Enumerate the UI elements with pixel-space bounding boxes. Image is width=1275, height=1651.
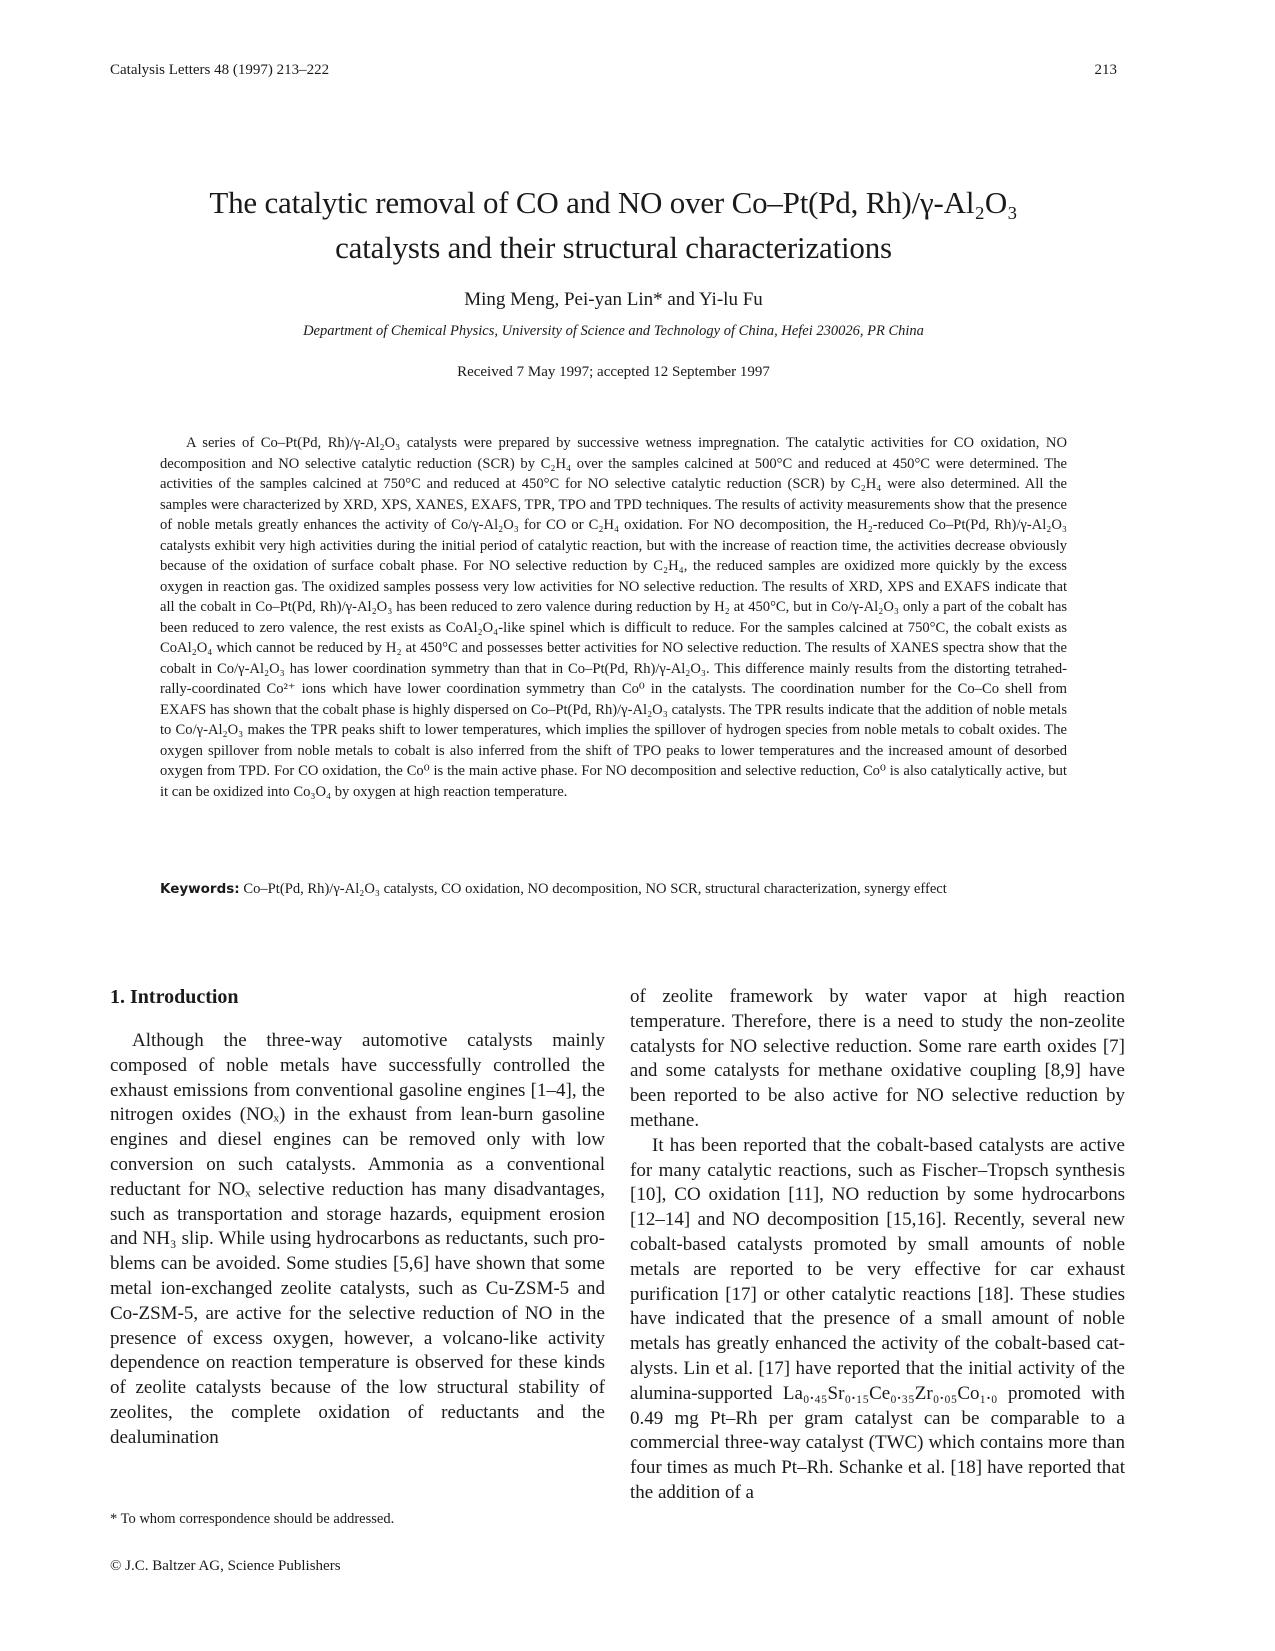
intro-paragraph-continued: of zeolite framework by water vapor at high reaction temperature. Therefore, there is a need to study the non-zeolite catalysts for NO selective reduction. Some rare earth oxides [7] and some catalysts for methane oxidative coupling [8,9] have been reported to be also active for NO selective reduction by methane. [630, 986, 1125, 1131]
page-number: 213 [1094, 62, 1117, 78]
title-line-2: catalysts and their structural characterizations [335, 230, 892, 265]
affiliation: Department of Chemical Physics, University of Science and Technology of China, Hefei 230026, PR China [303, 323, 924, 339]
authors: Ming Meng, Pei-yan Lin* and Yi-lu Fu [464, 289, 763, 310]
intro-paragraph-2: It has been reported that the cobalt-based catalysts are active for many catalytic reactions, such as Fischer–Tropsch synthesis [10], CO oxidation [11], NO reduction by some hydrocarbons [12–14] and NO decomposition [15,16]. Recently, several new cobalt-based catalysts promoted by small amounts of noble metals are reported to be very effective for car exhaust purification [17] or other catalytic reactions [18]. These studies have indicated that the presence of a small amount of noble metals has greatly enhanced the activity of the cobalt-based catalysts. Lin et al. [17] have reported that the initial activity of the alumina-supported La₀.₄₅Sr₀.₁₅Ce₀.₃₅Zr₀.₀₅Co₁.₀ promoted with 0.49 mg Pt–Rh per gram catalyst can be comparable to a commercial three-way catalyst (TWC) which contains more than four times as much Pt–Rh. Schanke et al. [18] have reported that the addition of a [630, 1134, 1125, 1503]
left-column [110, 985, 605, 1451]
received-date: Received 7 May 1997; accepted 12 September 1997 [457, 364, 770, 380]
intro-paragraph-1: Although the three-way automotive catalysts mainly composed of noble metals have successfully controlled the exhaust emissions from conventional gasoline engines [1–4], the nitrogen oxides (NOₓ) in the exhaust from lean-burn gasoline engines and diesel engines can be removed only with low conversion on such catalysts. Ammonia as a conventional reductant for NOₓ selective reduction has many disadvantages, such as transportation and storage hazards, equipment erosion and NH₃ slip. While using hydrocarbons as reductants, such problems can be avoided. Some studies [5,6] have shown that some metal ion-exchanged zeolite catalysts, such as Cu-ZSM-5 and Co-ZSM-5, are active for the selective reduction of NO in the presence of excess oxygen, however, a volcano-like activity dependence on reaction temperature is observed for these kinds of zeolite catalysts because of the low structural stability of zeolites, the complete oxidation of reductants and the dealumination [110, 1030, 605, 1448]
right-column [630, 985, 1125, 1506]
keywords-text: Co–Pt(Pd, Rh)/γ-Al₂O₃ catalysts, CO oxidation, NO decomposition, NO SCR, structural characterization, synergy effect [243, 881, 947, 897]
section-heading: 1. Introduction [110, 986, 239, 1008]
footnote: * To whom correspondence should be addressed. [110, 1511, 395, 1527]
title-line-1: The catalytic removal of CO and NO over Co–Pt(Pd, Rh)/γ-Al₂O₃ [209, 185, 1018, 220]
keywords [160, 879, 1067, 900]
paper-title [110, 180, 1117, 270]
running-head: Catalysis Letters 48 (1997) 213–222 [110, 62, 330, 78]
abstract: A series of Co–Pt(Pd, Rh)/γ-Al₂O₃ catalysts were prepared by successive wetness impregnation. The catalytic activities for CO oxidation, NO decomposition and NO selective catalytic reduction (SCR) by C₂H₄ over the samples calcined at 500°C and reduced at 450°C were determined. The activities of the samples calcined at 750°C and reduced at 450°C for NO selective catalytic reduction (SCR) by C₂H₄ were also determined. All the samples were characterized by XRD, XPS, XANES, EXAFS, TPR, TPO and TPD techniques. The results of activity measurements show that the presence of noble metals greatly enhances the activity of Co/γ-Al₂O₃ for CO or C₂H₄ oxidation. For NO decomposition, the H₂-reduced Co–Pt(Pd, Rh)/γ-Al₂O₃ catalysts exhibit very high activities during the initial period of catalytic reaction, but with the increase of reaction time, the activities decrease obviously because of the oxidation of surface cobalt phase. For NO selective reduction by C₂H₄, the reduced samples are oxidized more quickly by the excess oxygen in reaction gas. The oxidized samples possess very low activities for NO selective reduction. The results of XRD, XPS and EXAFS indicate that all the cobalt in Co–Pt(Pd, Rh)/γ-Al₂O₃ has been reduced to zero valence during reduction by H₂ at 450°C, but in Co/γ-Al₂O₃ only a part of the cobalt has been reduced to zero valence, the rest exists as CoAl₂O₄-like spinel which is difficult to reduce. For the samples calcined at 750°C, the cobalt exists as CoAl₂O₄ which cannot be reduced by H₂ at 450°C and possesses better activities for NO selective reduction. The results of XANES spectra show that the cobalt in Co/γ-Al₂O₃ has lower coordination symmetry than that in Co–Pt(Pd, Rh)/γ-Al₂O₃. This difference mainly results from the distorting tetrahedrally-coordinated Co²⁺ ions which have lower coordination symmetry than Co⁰ in the catalysts. The coordination number for the Co–Co shell from EXAFS has shown that the cobalt phase is highly dispersed on Co–Pt(Pd, Rh)/γ-Al₂O₃ catalysts. The TPR results indicate that the addition of noble metals to Co/γ-Al₂O₃ makes the TPR peaks shift to lower temperatures, which implies the spillover of hydrogen species from noble metals to cobalt oxides. The oxygen spillover from noble metals to cobalt is also inferred from the shift of TPO peaks to lower temperatures and the increased amount of desorbed oxygen from TPD. For CO oxidation, the Co⁰ is the main active phase. For NO decomposition and selective reduction, Co⁰ is also catalytically active, but it can be oxidized into Co₃O₄ by oxygen at high reaction temperature. [160, 435, 1067, 800]
keywords-label: Keywords: [160, 881, 240, 897]
copyright: © J.C. Baltzer AG, Science Publishers [110, 1558, 341, 1574]
